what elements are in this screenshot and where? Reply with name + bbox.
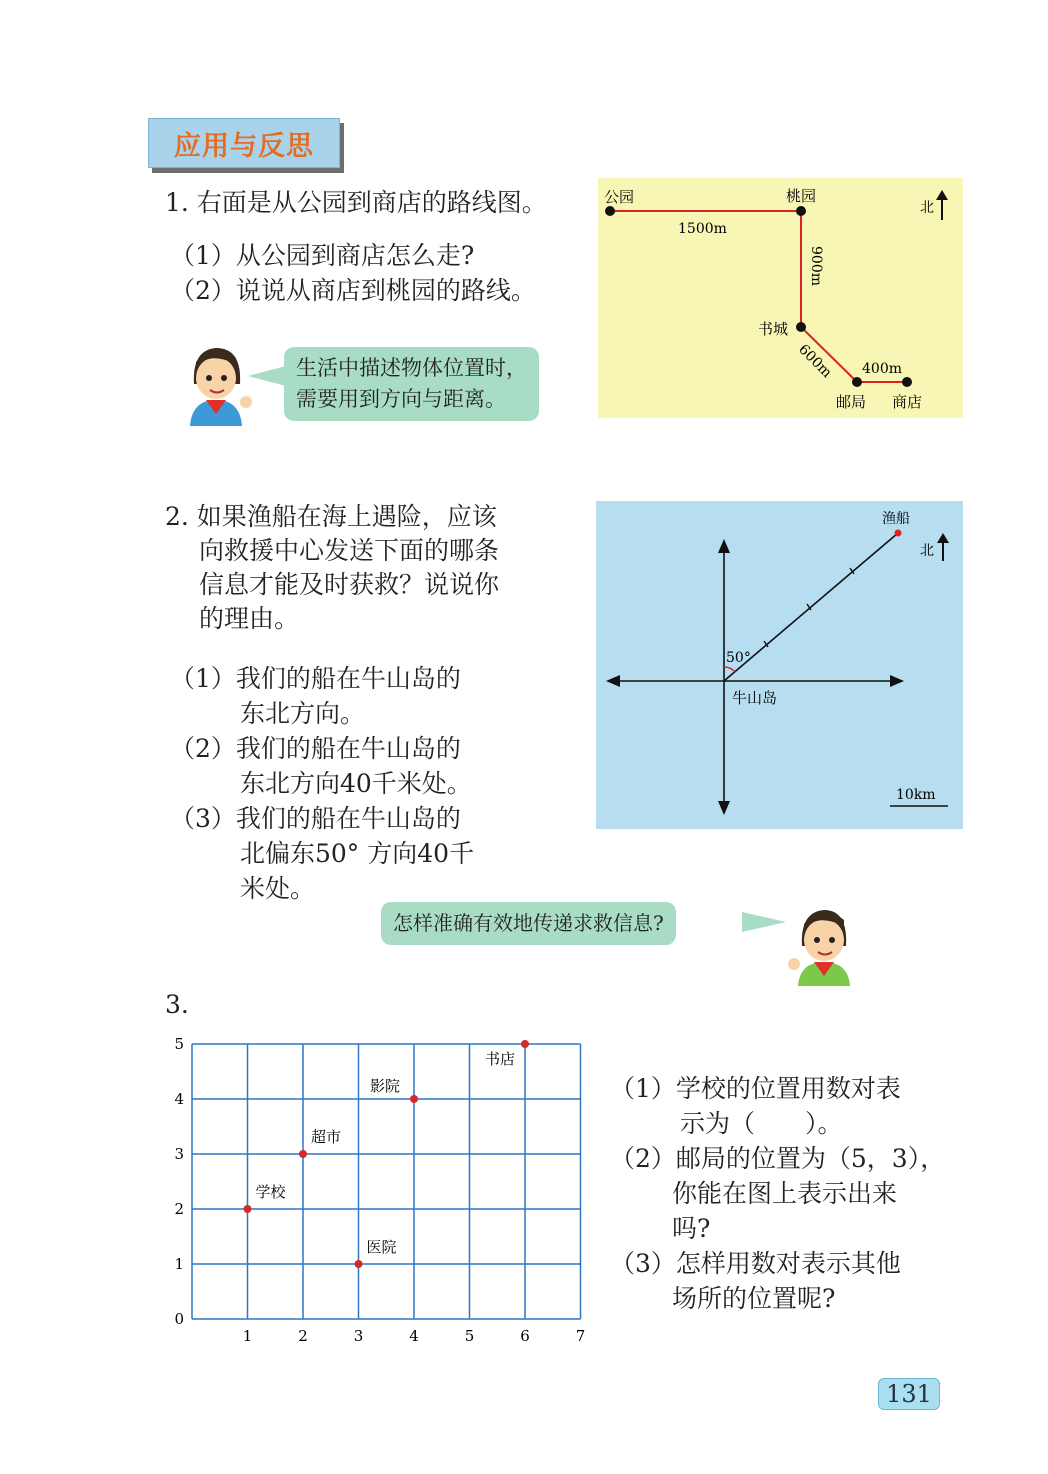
post-office-label: 邮局 (836, 393, 867, 411)
section-title: 应用与反思 (148, 118, 340, 168)
q1-bubble-line1: 生活中描述物体位置时， (296, 356, 527, 380)
q2-option2-line1: （2）我们的船在牛山岛的 (170, 734, 461, 763)
x-tick-label: 6 (520, 1327, 530, 1345)
q2-line2: 向救援中心发送下面的哪条 (199, 536, 500, 565)
q3-sub2-line2: 你能在图上表示出来 (672, 1179, 898, 1208)
chart-point (521, 1040, 529, 1048)
boy-icon (176, 340, 256, 428)
x-tick-label: 5 (464, 1327, 475, 1345)
coordinate-grid-chart (160, 1025, 600, 1355)
sea-map-svg (596, 501, 963, 829)
q3-sub1 (610, 1071, 901, 1141)
boat-point (895, 530, 902, 537)
q2-option3-line2: 北偏东50° 方向40千 (240, 839, 475, 868)
q3-sub2 (610, 1141, 945, 1246)
y-tick-label: 4 (174, 1090, 184, 1108)
x-tick-label: 7 (575, 1327, 586, 1345)
y-tick-label: 1 (174, 1255, 184, 1273)
park-point (605, 206, 615, 216)
q2-option1-line2: 东北方向。 (240, 699, 366, 728)
q3-sub1-line1: （1）学校的位置用数对表 (610, 1074, 901, 1103)
chart-point-label: 医院 (366, 1238, 397, 1256)
peach-garden-label: 桃园 (786, 187, 817, 205)
q2-option3-line3: 米处。 (240, 874, 316, 903)
q3-number: 3. (165, 990, 189, 1019)
angle-label: 50° (726, 650, 751, 666)
y-tick-label: 0 (174, 1310, 184, 1328)
q2-line1: 2. 如果渔船在海上遇险，应该 (165, 502, 497, 531)
north-label-2: 北 (920, 543, 934, 559)
chart-point (299, 1150, 307, 1158)
shop-label: 商店 (892, 393, 923, 411)
route-map (598, 178, 963, 418)
q2-text (165, 500, 499, 636)
park-label: 公园 (604, 188, 635, 206)
sea-map (596, 501, 963, 829)
q1-sub2: （2）说说从商店到桃园的路线。 (170, 276, 536, 305)
chart-point (355, 1260, 363, 1268)
q1-text: 1. 右面是从公园到商店的路线图。 (165, 188, 547, 217)
q3-sub3 (610, 1246, 901, 1316)
q1-bubble-line2: 需要用到方向与距离。 (296, 387, 506, 411)
distance-900: 900m (808, 246, 824, 286)
q2-option3-line1: （3）我们的船在牛山岛的 (170, 804, 461, 833)
q3-sub2-line3: 吗? (672, 1214, 711, 1243)
y-tick-label: 2 (174, 1200, 184, 1218)
y-tick-label: 5 (174, 1035, 184, 1053)
page-number: 131 (878, 1378, 940, 1410)
q3-sub1-line2: 示为（ ）。 (680, 1109, 843, 1138)
q2-option1 (170, 661, 461, 731)
chart-point (410, 1095, 418, 1103)
chart-point-label: 书店 (485, 1050, 516, 1068)
distance-600: 600m (795, 341, 835, 382)
north-label: 北 (920, 200, 934, 216)
q2-option2-line2: 东北方向40千米处。 (240, 769, 472, 798)
q3-sub3-line2: 场所的位置呢? (672, 1284, 836, 1313)
chart-point (244, 1205, 252, 1213)
peach-garden-point (796, 206, 806, 216)
q2-option2 (170, 731, 472, 801)
route-map-svg (598, 178, 963, 418)
q2-line3: 信息才能及时获救？说说你 (199, 570, 500, 599)
x-tick-label: 4 (409, 1327, 419, 1345)
y-tick-label: 3 (174, 1145, 184, 1163)
chart-point-label: 超市 (311, 1128, 342, 1146)
q2-option3 (170, 801, 474, 906)
q1-sub1: （1）从公园到商店怎么走? (170, 241, 475, 270)
island-label: 牛山岛 (732, 689, 778, 707)
chart-point-label: 学校 (255, 1183, 286, 1201)
boat-label: 渔船 (882, 511, 910, 527)
book-city-point (796, 322, 806, 332)
q2-speech-bubble: 怎样准确有效地传递求救信息? (381, 902, 676, 945)
q3-sub2-line1: （2）邮局的位置为（5，3）， (610, 1144, 946, 1173)
distance-1500: 1500m (678, 221, 727, 237)
chart-point-label: 影院 (370, 1077, 401, 1095)
q3-sub3-line1: （3）怎样用数对表示其他 (610, 1249, 901, 1278)
post-office-point (852, 377, 862, 387)
q2-bubble-tail (742, 912, 786, 932)
q2-line4: 的理由。 (199, 604, 300, 633)
shop-point (902, 377, 912, 387)
x-tick-label: 2 (298, 1327, 308, 1345)
x-tick-label: 3 (353, 1327, 364, 1345)
q1-speech-bubble (284, 347, 539, 421)
scale-label: 10km (896, 787, 936, 803)
boy-icon-2 (782, 902, 862, 986)
distance-400: 400m (862, 361, 902, 377)
q1-bubble-tail (248, 366, 286, 386)
book-city-label: 书城 (758, 320, 789, 338)
q2-option1-line1: （1）我们的船在牛山岛的 (170, 664, 461, 693)
x-tick-label: 1 (242, 1327, 253, 1345)
